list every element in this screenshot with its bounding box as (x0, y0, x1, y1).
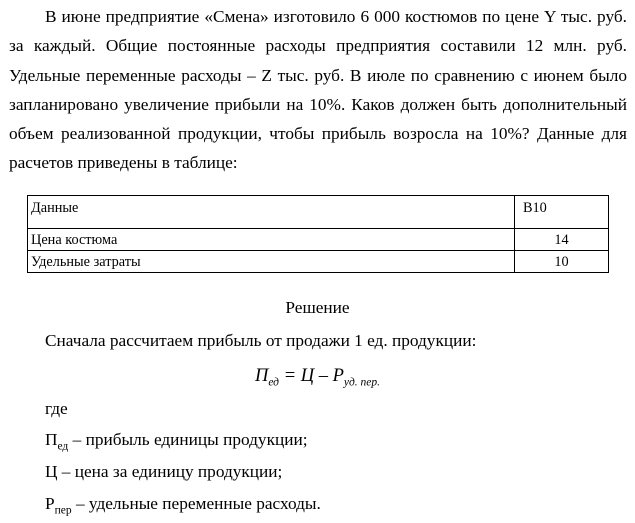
table-row (28, 251, 609, 273)
table-cell-label: Удельные затраты (28, 251, 515, 273)
definition-symbol: Р (45, 494, 55, 513)
solution-intro: Сначала рассчитаем прибыль от продажи 1 ед. продукции: (45, 331, 477, 350)
table-row (28, 229, 609, 251)
formula (0, 366, 635, 389)
definition-item (45, 430, 308, 452)
where-label: где (45, 399, 68, 418)
formula-rhs-sub: уд. пер. (343, 376, 381, 389)
definition-text: – удельные переменные расходы. (71, 494, 321, 513)
definition-item (45, 494, 321, 516)
definition-sub: ед (57, 440, 69, 453)
definition-text: – цена за единицу продукции; (57, 462, 283, 481)
formula-eq: = Ц – Р (278, 366, 344, 386)
table-cell-value: 10 (515, 251, 609, 273)
definition-symbol: Ц (45, 462, 58, 481)
formula-lhs-sub: ед (268, 376, 279, 389)
definition-sub: пер (54, 504, 72, 517)
table-header-row (28, 196, 609, 229)
definition-text: – прибыль единицы продукции; (68, 430, 308, 449)
table-header-label: Данные (28, 196, 515, 229)
table-cell-value: 14 (515, 229, 609, 251)
table-header-value: В10 (515, 196, 609, 229)
data-table (27, 195, 609, 273)
problem-paragraph: В июне предприятие «Смена» изготовило 6 000 костюмов по цене Y тыс. руб. за каждый. Общие постоянные расходы предприятия составили 12 млн. руб. Удельные переменные расходы – Z тыс. руб. В июле по сравнению с июнем было запланировано увеличение прибыли на 10%. Каков должен быть дополнительный объем реализованной продукции, чтобы прибыль возросла на 10%? Данные для расчетов приведены в таблице: (9, 7, 627, 173)
table-cell-label: Цена костюма (28, 229, 515, 251)
definition-item (45, 462, 282, 482)
formula-lhs: П (254, 366, 269, 386)
solution-title: Решение (285, 298, 350, 317)
definition-symbol: П (45, 430, 58, 449)
